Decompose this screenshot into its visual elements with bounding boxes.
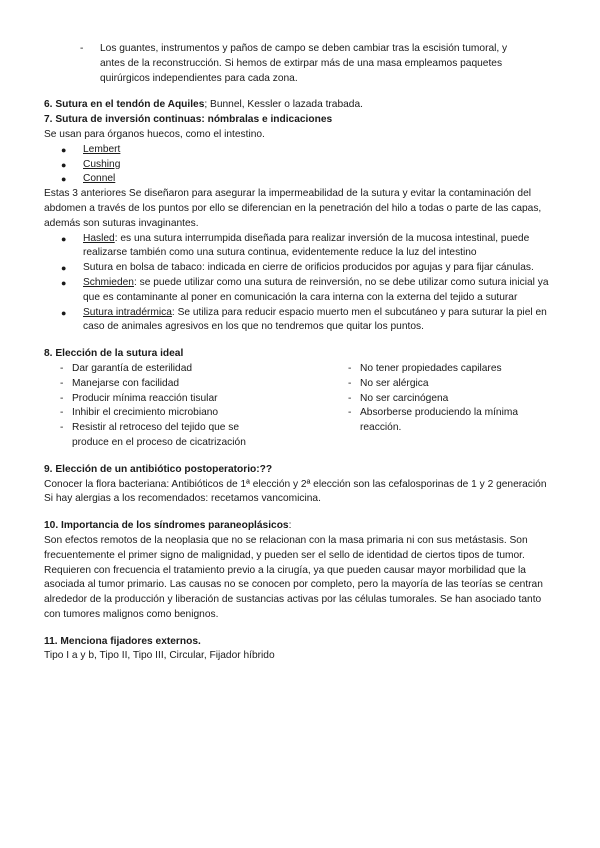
criterion-text: Dar garantía de esterilidad xyxy=(72,362,193,374)
criterion-text: Inhibir el crecimiento microbiano xyxy=(72,407,219,419)
criterion-text: No ser carcinógena xyxy=(360,392,449,404)
list-item xyxy=(44,232,560,262)
section-7-heading: 7. Sutura de inversión continuas: nómbralas e indicaciones xyxy=(44,114,333,126)
criterion-text: No ser alérgica xyxy=(360,377,429,389)
section-9-line-1: Conocer la flora bacteriana: Antibióticos de 1ª elección y 2ª elección son las cefalosporinas de 1 y 2 generación xyxy=(44,478,547,490)
dash-marker: - xyxy=(60,422,64,434)
section-10-heading-line xyxy=(44,519,560,534)
list-item xyxy=(44,377,332,392)
list-item xyxy=(332,362,560,377)
dash-marker: - xyxy=(60,377,64,389)
section-11-heading: 11. Menciona fijadores externos. xyxy=(44,635,201,647)
criterion-text: No tener propiedades capilares xyxy=(360,362,502,374)
bullet-icon: ● xyxy=(61,233,67,244)
bullet-icon: ● xyxy=(61,144,67,155)
list-item xyxy=(44,261,560,276)
list-item xyxy=(44,406,332,421)
dash-marker: - xyxy=(60,362,64,374)
section-9-heading: 9. Elección de un antibiótico postoperatorio:?? xyxy=(44,463,273,475)
dash-marker: - xyxy=(348,407,352,419)
ideal-suture-columns xyxy=(44,362,560,451)
criterion-text: Producir mínima reacción tisular xyxy=(72,392,218,404)
dash-marker: - xyxy=(60,407,64,419)
section-11-text: Tipo I a y b, Tipo II, Tipo III, Circular, Fijador híbrido xyxy=(44,650,275,662)
suture-description: : Se utiliza para reducir espacio muerto men el subcutáneo y para suturar la piel en caso de animales agresivos en los que no tendremos que quitar los puntos. xyxy=(83,306,547,333)
list-item xyxy=(44,143,560,158)
suture-details-list xyxy=(44,232,560,336)
suture-description: : se puede utilizar como una sutura de reinversión, no se debe utilizar como sutura inicial ya que es contaminante al poner en comunicación la cara interna con la externa del tejido a suturar xyxy=(83,276,549,303)
dash-marker: - xyxy=(348,392,352,404)
criterion-text: Manejarse con facilidad xyxy=(72,377,180,389)
dash-marker: - xyxy=(348,362,352,374)
section-10-heading: 10. Importancia de los síndromes paraneoplásicos xyxy=(44,520,289,532)
list-item xyxy=(44,362,332,377)
suture-description: Sutura en bolsa de tabaco: indicada en cierre de orificios producidos por agujas y para fijar cánulas. xyxy=(83,262,534,274)
list-item xyxy=(332,392,560,407)
dash-marker: - xyxy=(348,377,352,389)
list-item xyxy=(332,377,560,392)
list-item xyxy=(44,306,560,336)
ideal-suture-right-column xyxy=(332,362,560,451)
suture-term: Sutura intradérmica xyxy=(83,306,172,318)
suture-name: Lembert xyxy=(83,143,121,155)
dash-item-surgical-packs xyxy=(80,42,560,86)
section-9-line-2: Si hay alergias a los recomendados: recetamos vancomicina. xyxy=(44,493,321,505)
list-item xyxy=(44,392,332,407)
bullet-icon: ● xyxy=(61,159,67,170)
section-10-text: Son efectos remotos de la neoplasia que no se relacionan con la masa primaria ni con sus metástasis. Son frecuentemente el primer signo de malignidad, y pueden ser el sello de identidad de ciertos tipos de tumor. Requieren con frecuencia el tratamiento previo a la cirugía, ya que pueden causar mayor morbilidad que la asociada al tumor primario. Las causas no se conocen por completo, pero la mayoría de las teorías se centran alrededor de la producción y liberación de sustancias activas por las células tumorales. Se han asociado tanto con tumores malignos como benignos. xyxy=(44,534,543,620)
list-item xyxy=(332,406,560,436)
section-6 xyxy=(44,98,560,113)
suture-term: Schmieden xyxy=(83,276,134,288)
section-7-explanation: Estas 3 anteriores Se diseñaron para asegurar la impermeabilidad de la sutura y evitar la contaminación del abdomen a través de los puntos por ello se diferencian en la penetración del hilo a todas o parte de las capas, además son suturas invaginantes. xyxy=(44,188,542,229)
bullet-icon: ● xyxy=(61,174,67,185)
list-item xyxy=(44,172,560,187)
criterion-text: Absorberse produciendo la mínima reacción. xyxy=(360,407,518,434)
section-6-text: ; Bunnel, Kessler o lazada trabada. xyxy=(204,99,363,111)
bullet-icon: ● xyxy=(61,307,67,318)
list-item xyxy=(44,158,560,173)
section-8-heading: 8. Elección de la sutura ideal xyxy=(44,348,184,360)
suture-name: Connel xyxy=(83,173,116,185)
dash-marker: - xyxy=(80,43,84,54)
section-7-intro: Se usan para órganos huecos, como el intestino. xyxy=(44,128,265,140)
suture-name: Cushing xyxy=(83,158,121,170)
document-page xyxy=(44,42,560,664)
suture-term: Hasled xyxy=(83,232,115,244)
section-6-heading: 6. Sutura en el tendón de Aquiles xyxy=(44,99,205,111)
dash-marker: - xyxy=(60,392,64,404)
suture-description: : es una sutura interrumpida diseñada para realizar inversión de la mucosa intestinal, puede realizarse también como una sutura continua, evidentemente reduce la luz del intestino xyxy=(83,232,530,259)
bullet-icon: ● xyxy=(61,263,67,274)
list-item xyxy=(44,421,332,451)
ideal-suture-left-column xyxy=(44,362,332,451)
list-item xyxy=(44,276,560,306)
criterion-text: Resistir al retroceso del tejido que se produce en el proceso de cicatrización xyxy=(72,422,246,448)
heading-colon: : xyxy=(288,520,292,532)
dash-text: Los guantes, instrumentos y paños de campo se deben cambiar tras la escisión tumoral, y antes de la reconstrucción. Si hemos de extirpar más de una masa empleamos paquetes quirúrgicos independientes para cada zona. xyxy=(100,43,508,84)
bullet-icon: ● xyxy=(61,277,67,288)
suture-list xyxy=(44,143,560,187)
